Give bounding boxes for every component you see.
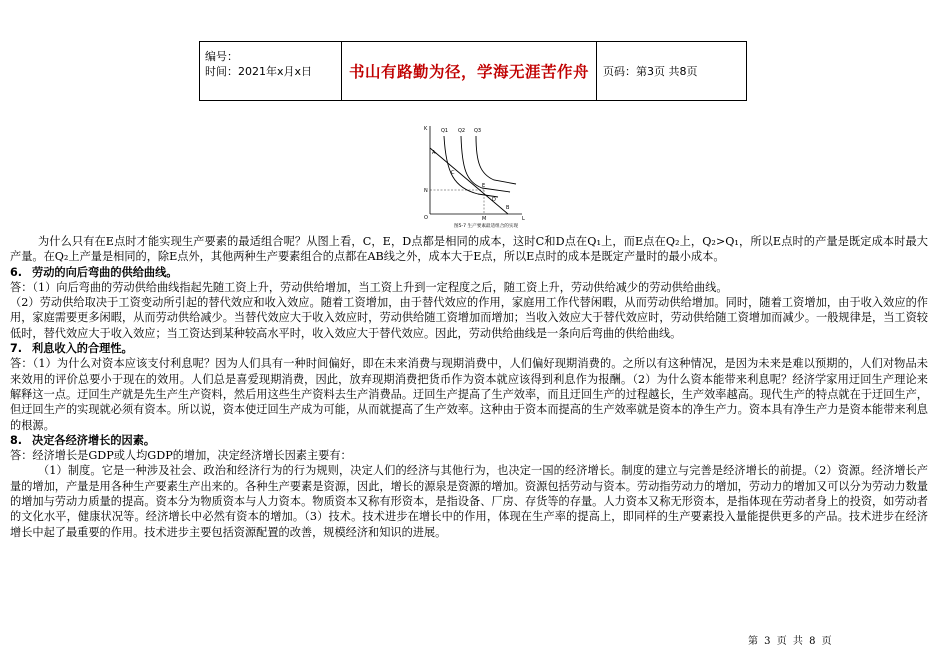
paragraph-8-1: 答：经济增长是GDP或人均GDP的增加，决定经济增长因素主要有： xyxy=(10,449,352,463)
point-label-m: M xyxy=(482,216,487,222)
isocost-line-ab xyxy=(430,148,508,214)
time-label: 时间：2021年x月x日 xyxy=(205,65,313,78)
paragraph-intro: 为什么只有在E点时才能实现生产要素的最适组合呢？从图上看，C，E，D点都是相同的成本，这时C和D点在Q₁上，而E点在Q₂上，Q₂>Q₁，所以E点时的产量是既定成本时最大产量。在Q₂上产量是相同的，除E点外，其他两种生产要素组合的点都在AB线之外，成本大于E点，所以E点时的成本是既定产量时的最小成本。 xyxy=(10,235,928,264)
axis-label-l: L xyxy=(522,216,525,222)
figure-caption: 图5-7 生产要素最适组合的实现 xyxy=(454,224,519,229)
paragraph-8-2: （1）制度。它是一种涉及社会、政治和经济行为的行为规则，决定人们的经济与其他行为，也决定一国的经济增长。制度的建立与完善是经济增长的前提。（2）资源。经济增长产量的增加，产量是用各种生产要素生产出来的。各种生产要素是资源，因此，增长的源泉是资源的增加。资源包括劳动与资本。劳动指劳动力的增加，劳动力的增加又可以分为劳动力数量的增加与劳动力质量的提高。资本分为物质资本与人力资本。物质资本又称有形资本，是指设备、厂房、存货等的存量。人力资本又称无形资本，是指体现在劳动者身上的投资，如劳动者的文化水平，健康状况等。经济增长中必然有资本的增加。（3）技术。技术进步在增长中的作用，体现在生产率的提高上，即同样的生产要素投入量能提供更多的产品。技术进步在经济增长中起了最重要的作用。技术进步主要包括资源配置的改善，规模经济和知识的进展。 xyxy=(10,464,928,539)
header-page-label: 页码：第3页 共8页 xyxy=(603,65,698,78)
heading-8-title: 决定各经济增长的因素。 xyxy=(32,433,156,447)
header-motto: 书山有路勤为径，学海无涯苦作舟 xyxy=(342,42,597,100)
point-label-d: D xyxy=(492,197,496,203)
heading-6-title: 劳动的向后弯曲的供给曲线。 xyxy=(32,265,178,279)
heading-6-number: 6. xyxy=(10,265,23,279)
heading-6 xyxy=(10,265,928,280)
paragraph-7-1: 答：（1）为什么对资本应该支付利息呢？因为人们具有一种时间偏好，即在未来消费与现期消费中，人们偏好现期消费的。之所以有这种情况，是因为未来是难以预期的，人们对物品未来效用的评价总要小于现在的效用。人们总是喜爱现期消费，因此，放弃现期消费把货币作为资本就应该得到利息作为报酬。（2）为什么资本能带来利息呢？经济学家用迂回生产理论来解释这一点。迂回生产就是先生产生产资料，然后用这些生产资料去生产消费品。迂回生产提高了生产效率，而且迂回生产的过程越长，生产效率越高。现代生产的特点就在于迂回生产，但迂回生产的实现就必须有资本。所以说，资本使迂回生产成为可能，从而就提高了生产效率。这种由于资本而提高的生产效率就是资本的净生产力。资本具有净生产力是资本能带来利息的根源。 xyxy=(10,357,928,432)
point-label-b: B xyxy=(506,205,510,211)
curve-label-q1: Q1 xyxy=(441,128,449,134)
isoquant-q2 xyxy=(461,136,510,192)
point-label-c: C xyxy=(451,170,455,176)
isoquant-figure xyxy=(418,118,534,230)
paragraph-6-2: （2）劳动供给取决于工资变动所引起的替代效应和收入效应。随着工资增加，由于替代效应的作用，家庭用工作代替闲暇，从而劳动供给增加。同时，随着工资增加，由于收入效应的作用，家庭需要更多闲暇，从而劳动供给减少。当替代效应大于收入效应时，劳动供给随工资增加而增加；当收入效应大于替代效应时，劳动供给随工资增加而减少。一般规律是，当工资较低时，替代效应大于收入效应；当工资达到某种较高水平时，收入效应大于替代效应。因此，劳动供给曲线是一条向后弯曲的供给曲线。 xyxy=(10,296,928,340)
heading-8-number: 8. xyxy=(10,433,23,447)
heading-7-title: 利息收入的合理性。 xyxy=(32,342,133,356)
document-body xyxy=(10,234,928,540)
page-footer: 第 3 页 共 8 页 xyxy=(748,636,832,647)
heading-7-number: 7. xyxy=(10,342,23,356)
heading-7 xyxy=(10,341,928,356)
paragraph-6-1: 答：（1）向后弯曲的劳动供给曲线指起先随工资上升，劳动供给增加，当工资上升到一定程度之后，随工资上升，劳动供给减少的劳动供给曲线。 xyxy=(10,280,728,294)
axis-label-k: K xyxy=(424,126,428,132)
isoquant-q3 xyxy=(476,136,516,184)
page-header xyxy=(199,41,747,101)
origin-label: O xyxy=(424,215,428,221)
point-label-e: E xyxy=(482,183,486,189)
heading-8 xyxy=(10,433,928,448)
point-label-n: N xyxy=(424,188,428,194)
curve-label-q3: Q3 xyxy=(474,128,482,134)
number-label: 编号： xyxy=(205,50,238,63)
curve-label-q2: Q2 xyxy=(458,128,466,134)
header-meta xyxy=(200,42,342,100)
point-label-a: A xyxy=(432,150,436,156)
